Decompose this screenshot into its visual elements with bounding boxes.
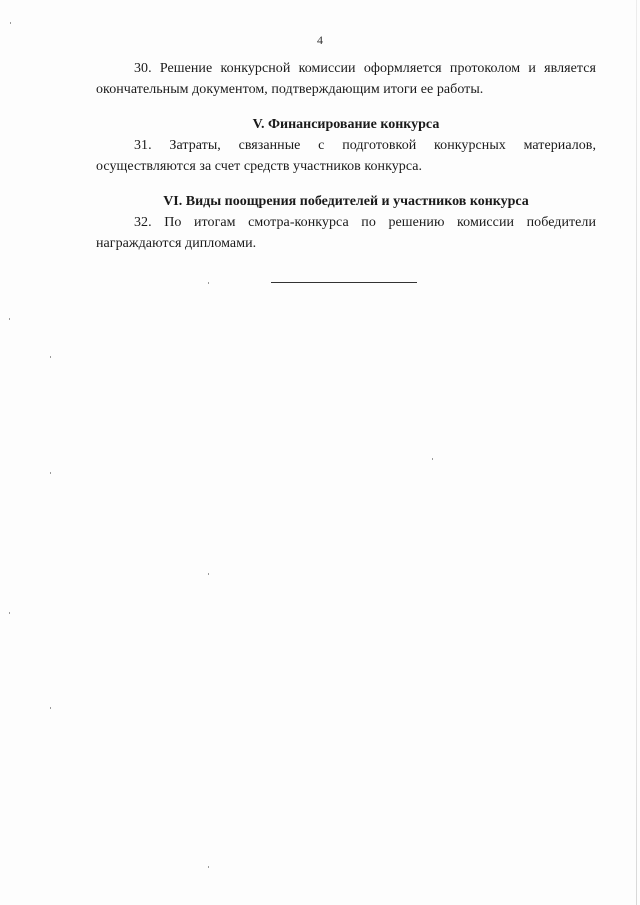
scan-speck xyxy=(208,573,209,575)
section-heading-financing: V. Финансирование конкурса xyxy=(252,117,440,132)
paragraph-32: 32. По итогам смотра-конкурса по решению комиссии победители награждаются дипломами. xyxy=(96,215,596,251)
scan-speck xyxy=(432,458,433,460)
paragraph-31: 31. Затраты, связанные с подготовкой конкурсных материалов, осуществляются за счет средств участников конкурса. xyxy=(96,138,596,174)
scan-speck xyxy=(50,356,51,358)
scan-speck xyxy=(10,22,11,24)
scan-speck xyxy=(9,318,10,320)
scan-speck xyxy=(208,866,209,868)
document-body xyxy=(96,58,596,254)
scan-speck xyxy=(50,472,51,474)
scan-speck xyxy=(208,282,209,284)
end-of-document-rule xyxy=(271,282,417,283)
paragraph-30: 30. Решение конкурсной комиссии оформляется протоколом и является окончательным документом, подтверждающим итоги ее работы. xyxy=(96,61,596,97)
section-heading-rewards: VI. Виды поощрения победителей и участников конкурса xyxy=(163,194,529,209)
scan-speck xyxy=(9,612,10,614)
page-number: 4 xyxy=(317,33,323,47)
scan-speck xyxy=(50,707,51,709)
scan-edge-artifact xyxy=(636,0,637,905)
